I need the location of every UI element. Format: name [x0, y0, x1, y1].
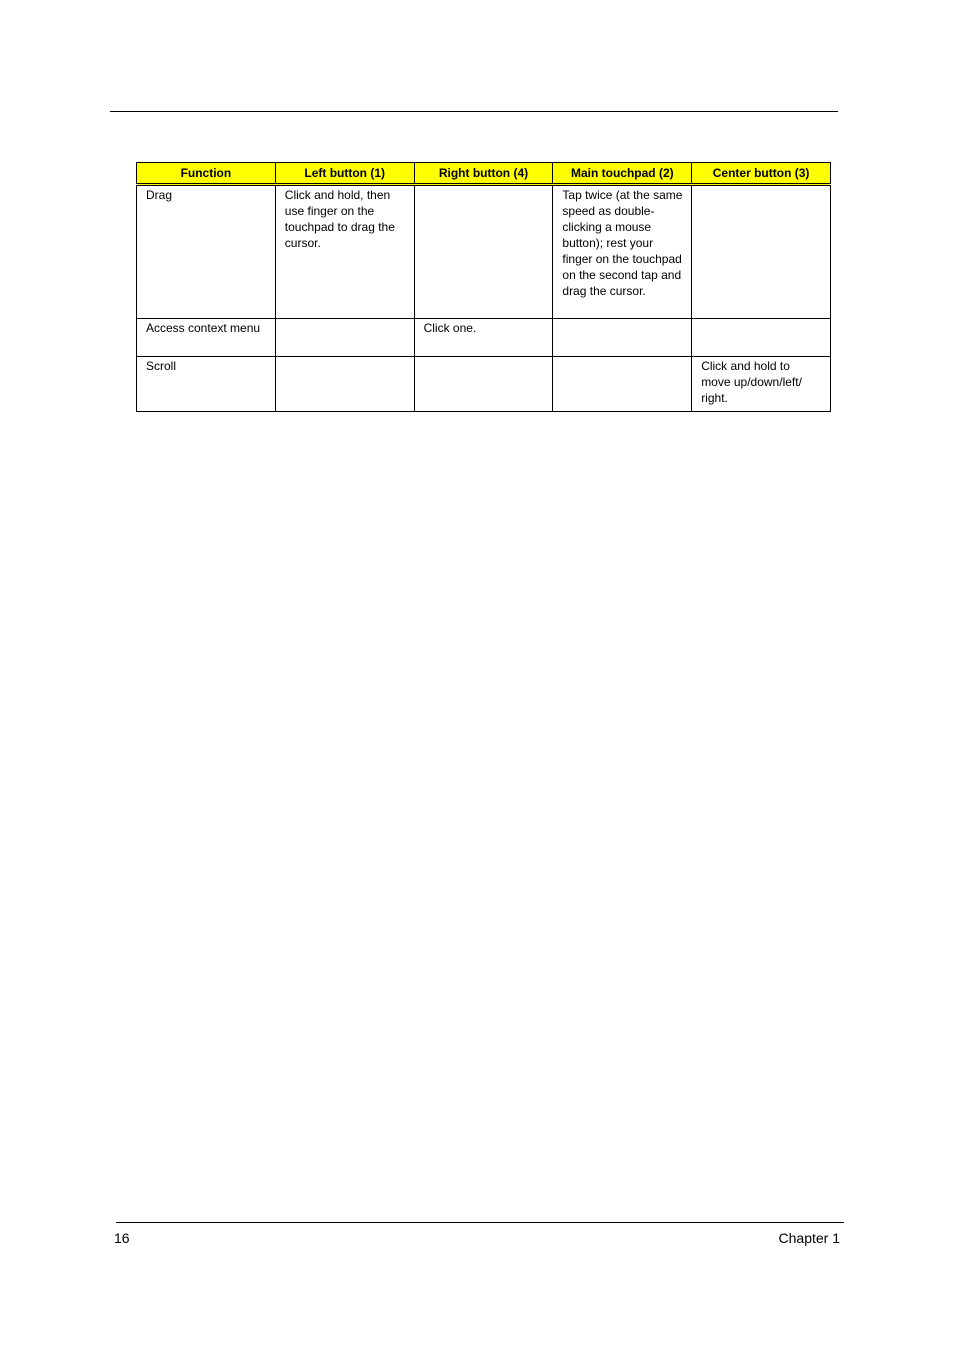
cell-left-button: Click and hold, then use finger on the touchpad to drag the cursor.: [275, 185, 414, 319]
table-row: [137, 185, 831, 319]
cell-center-button: [692, 185, 831, 319]
table-row: [137, 319, 831, 357]
cell-right-button: [414, 185, 553, 319]
header-function: Function: [137, 163, 276, 185]
table-header-row: [137, 163, 831, 185]
cell-function: Access context menu: [137, 319, 276, 357]
cell-main-touchpad: [553, 357, 692, 412]
cell-right-button: Click one.: [414, 319, 553, 357]
cell-center-button: [692, 319, 831, 357]
touchpad-function-table: [136, 162, 831, 412]
cell-left-button: [275, 357, 414, 412]
cell-function: Scroll: [137, 357, 276, 412]
chapter-label: Chapter 1: [778, 1230, 840, 1246]
cell-function: Drag: [137, 185, 276, 319]
header-main-touchpad: Main touchpad (2): [553, 163, 692, 185]
header-left-button: Left button (1): [275, 163, 414, 185]
footer-rule: [116, 1222, 844, 1223]
cell-left-button: [275, 319, 414, 357]
table-row: [137, 357, 831, 412]
header-rule: [110, 111, 838, 112]
cell-center-button: Click and hold to move up/down/left/ right.: [692, 357, 831, 412]
header-center-button: Center button (3): [692, 163, 831, 185]
header-right-button: Right button (4): [414, 163, 553, 185]
page-number: 16: [114, 1230, 130, 1246]
cell-main-touchpad: [553, 319, 692, 357]
cell-right-button: [414, 357, 553, 412]
cell-main-touchpad: Tap twice (at the same speed as double-clicking a mouse button); rest your finger on the touchpad on the second tap and drag the cursor.: [553, 185, 692, 319]
